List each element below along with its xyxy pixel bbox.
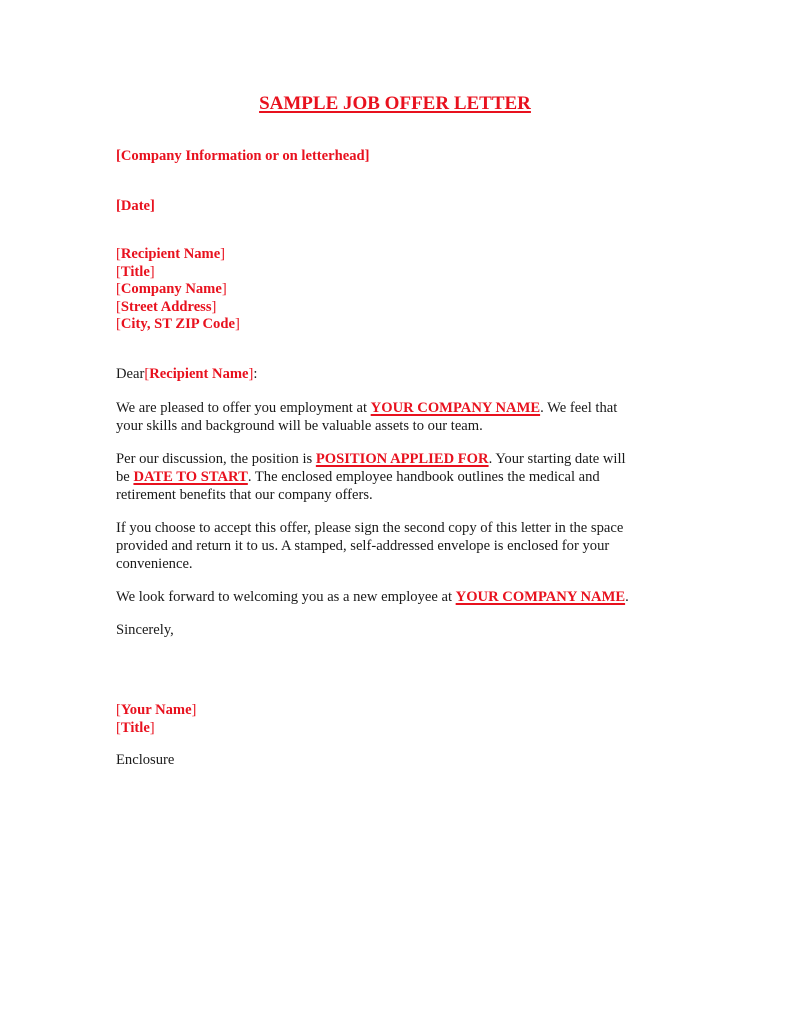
recipient-company-line: [Company Name] bbox=[116, 281, 227, 298]
start-date-placeholder: DATE TO START bbox=[133, 469, 248, 485]
paragraph-acceptance: If you choose to accept this offer, please sign the second copy of this letter in the space provided and return it to us. A stamped, self-addressed envelope is enclosed for your convenience. bbox=[116, 520, 624, 572]
signature-name-line: [Your Name] bbox=[116, 702, 197, 718]
recipient-address-block bbox=[116, 246, 676, 334]
company-name-placeholder: YOUR COMPANY NAME bbox=[370, 400, 541, 416]
signature-block bbox=[116, 702, 676, 737]
company-name-placeholder-2: YOUR COMPANY NAME bbox=[455, 589, 626, 605]
paragraph-welcome: We look forward to welcoming you as a new employee at YOUR COMPANY NAME. bbox=[116, 589, 629, 605]
date-placeholder: [Date] bbox=[116, 198, 155, 214]
enclosure-note: Enclosure bbox=[116, 752, 175, 768]
position-placeholder: POSITION APPLIED FOR bbox=[315, 451, 489, 467]
salutation: Dear[Recipient Name]: bbox=[116, 366, 258, 382]
recipient-street-line: [Street Address] bbox=[116, 298, 217, 315]
paragraph-position: Per our discussion, the position is POSITION APPLIED FOR. Your starting date will be DATE TO START. The enclosed employee handbook outlines the medical and retirement benefits that our company offers. bbox=[116, 451, 626, 503]
letter-title: SAMPLE JOB OFFER LETTER bbox=[259, 93, 531, 114]
closing: Sincerely, bbox=[116, 622, 174, 638]
recipient-title-line: [Title] bbox=[116, 263, 155, 280]
paragraph-offer: We are pleased to offer you employment at YOUR COMPANY NAME. We feel that your skills and background will be valuable assets to our team. bbox=[116, 400, 618, 434]
recipient-name-line: [Recipient Name] bbox=[116, 246, 226, 262]
signature-title-line: [Title] bbox=[116, 719, 155, 736]
recipient-city-line: [City, ST ZIP Code] bbox=[116, 316, 240, 333]
salutation-recipient-name: Recipient Name bbox=[149, 366, 249, 382]
company-info-placeholder: [Company Information or on letterhead] bbox=[116, 148, 370, 164]
